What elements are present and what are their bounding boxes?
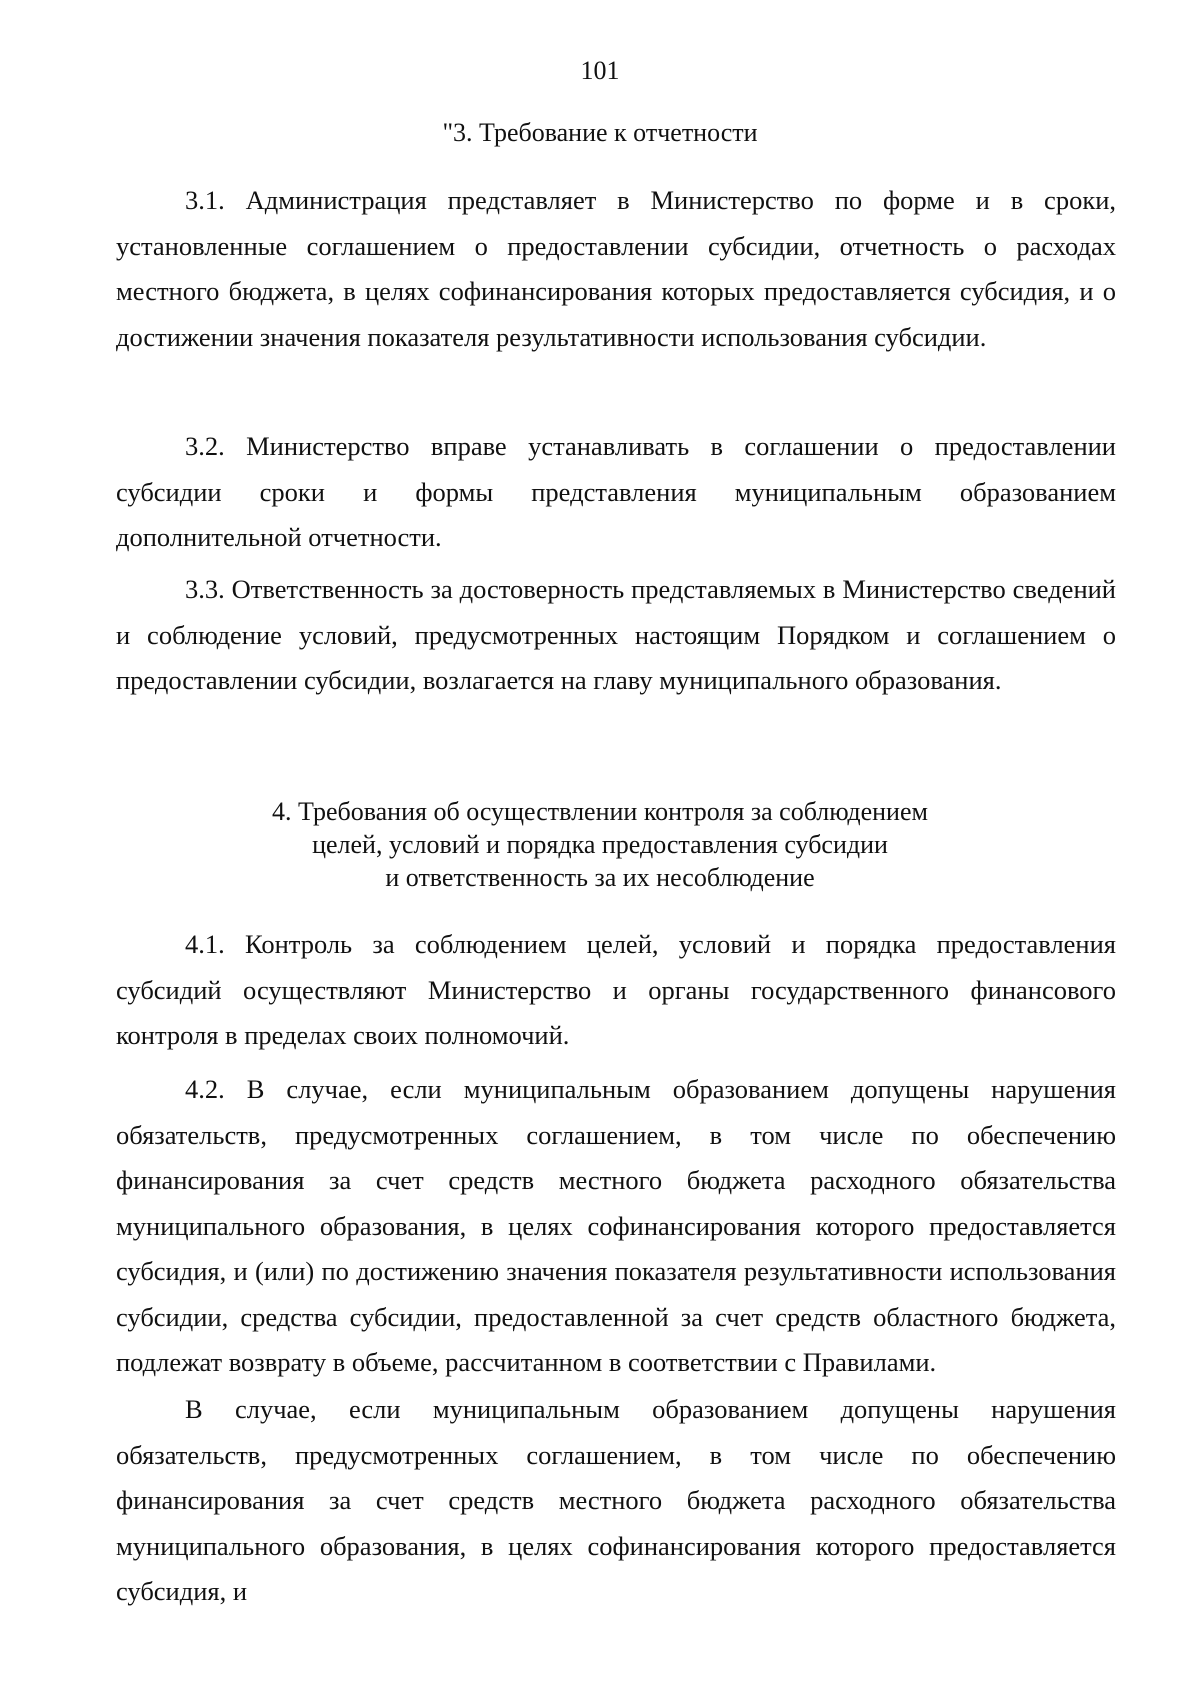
section-4-heading-line: 4. Требования об осуществлении контроля за соблюдением xyxy=(272,797,928,826)
section-3-heading: "3. Требование к отчетности xyxy=(442,118,758,147)
page-number: 101 xyxy=(580,56,620,85)
paragraph-3-3: 3.3. Ответственность за достоверность представляемых в Министерство сведений и соблюдение условий, предусмотренных настоящим Порядком и соглашением о предоставлении субсидии, возлагается на главу муниципального образования. xyxy=(116,574,1116,695)
paragraph-3-2: 3.2. Министерство вправе устанавливать в соглашении о предоставлении субсидии сроки и формы представления муниципальным образованием дополнительной отчетности. xyxy=(116,431,1116,552)
paragraph-4-1: 4.1. Контроль за соблюдением целей, условий и порядка предоставления субсидий осуществляют Министерство и органы государственного финансового контроля в пределах своих полномочий. xyxy=(116,929,1116,1050)
section-4-heading xyxy=(0,795,1200,894)
section-4-heading-line: целей, условий и порядка предоставления субсидии xyxy=(312,830,888,859)
paragraph-4-2: 4.2. В случае, если муниципальным образованием допущены нарушения обязательств, предусмотренных соглашением, в том числе по обеспечению финансирования за счет средств местного бюджета расходного обязательства муниципального образования, в целях софинансирования которого предоставляется субсидия, и (или) по достижению значения показателя результативности использования субсидии, средства субсидии, предоставленной за счет средств областного бюджета, подлежат возврату в объеме, рассчитанном в соответствии с Правилами. xyxy=(116,1074,1116,1377)
section-4-heading-line: и ответственность за их несоблюдение xyxy=(385,863,815,892)
paragraph-4-2-continued: В случае, если муниципальным образованием допущены нарушения обязательств, предусмотренных соглашением, в том числе по обеспечению финансирования за счет средств местного бюджета расходного обязательства муниципального образования, в целях софинансирования которого предоставляется субсидия, и xyxy=(116,1394,1116,1606)
paragraph-3-1: 3.1. Администрация представляет в Министерство по форме и в сроки, установленные соглашением о предоставлении субсидии, отчетность о расходах местного бюджета, в целях софинансирования которых предоставляется субсидия, и о достижении значения показателя результативности использования субсидии. xyxy=(116,185,1116,352)
